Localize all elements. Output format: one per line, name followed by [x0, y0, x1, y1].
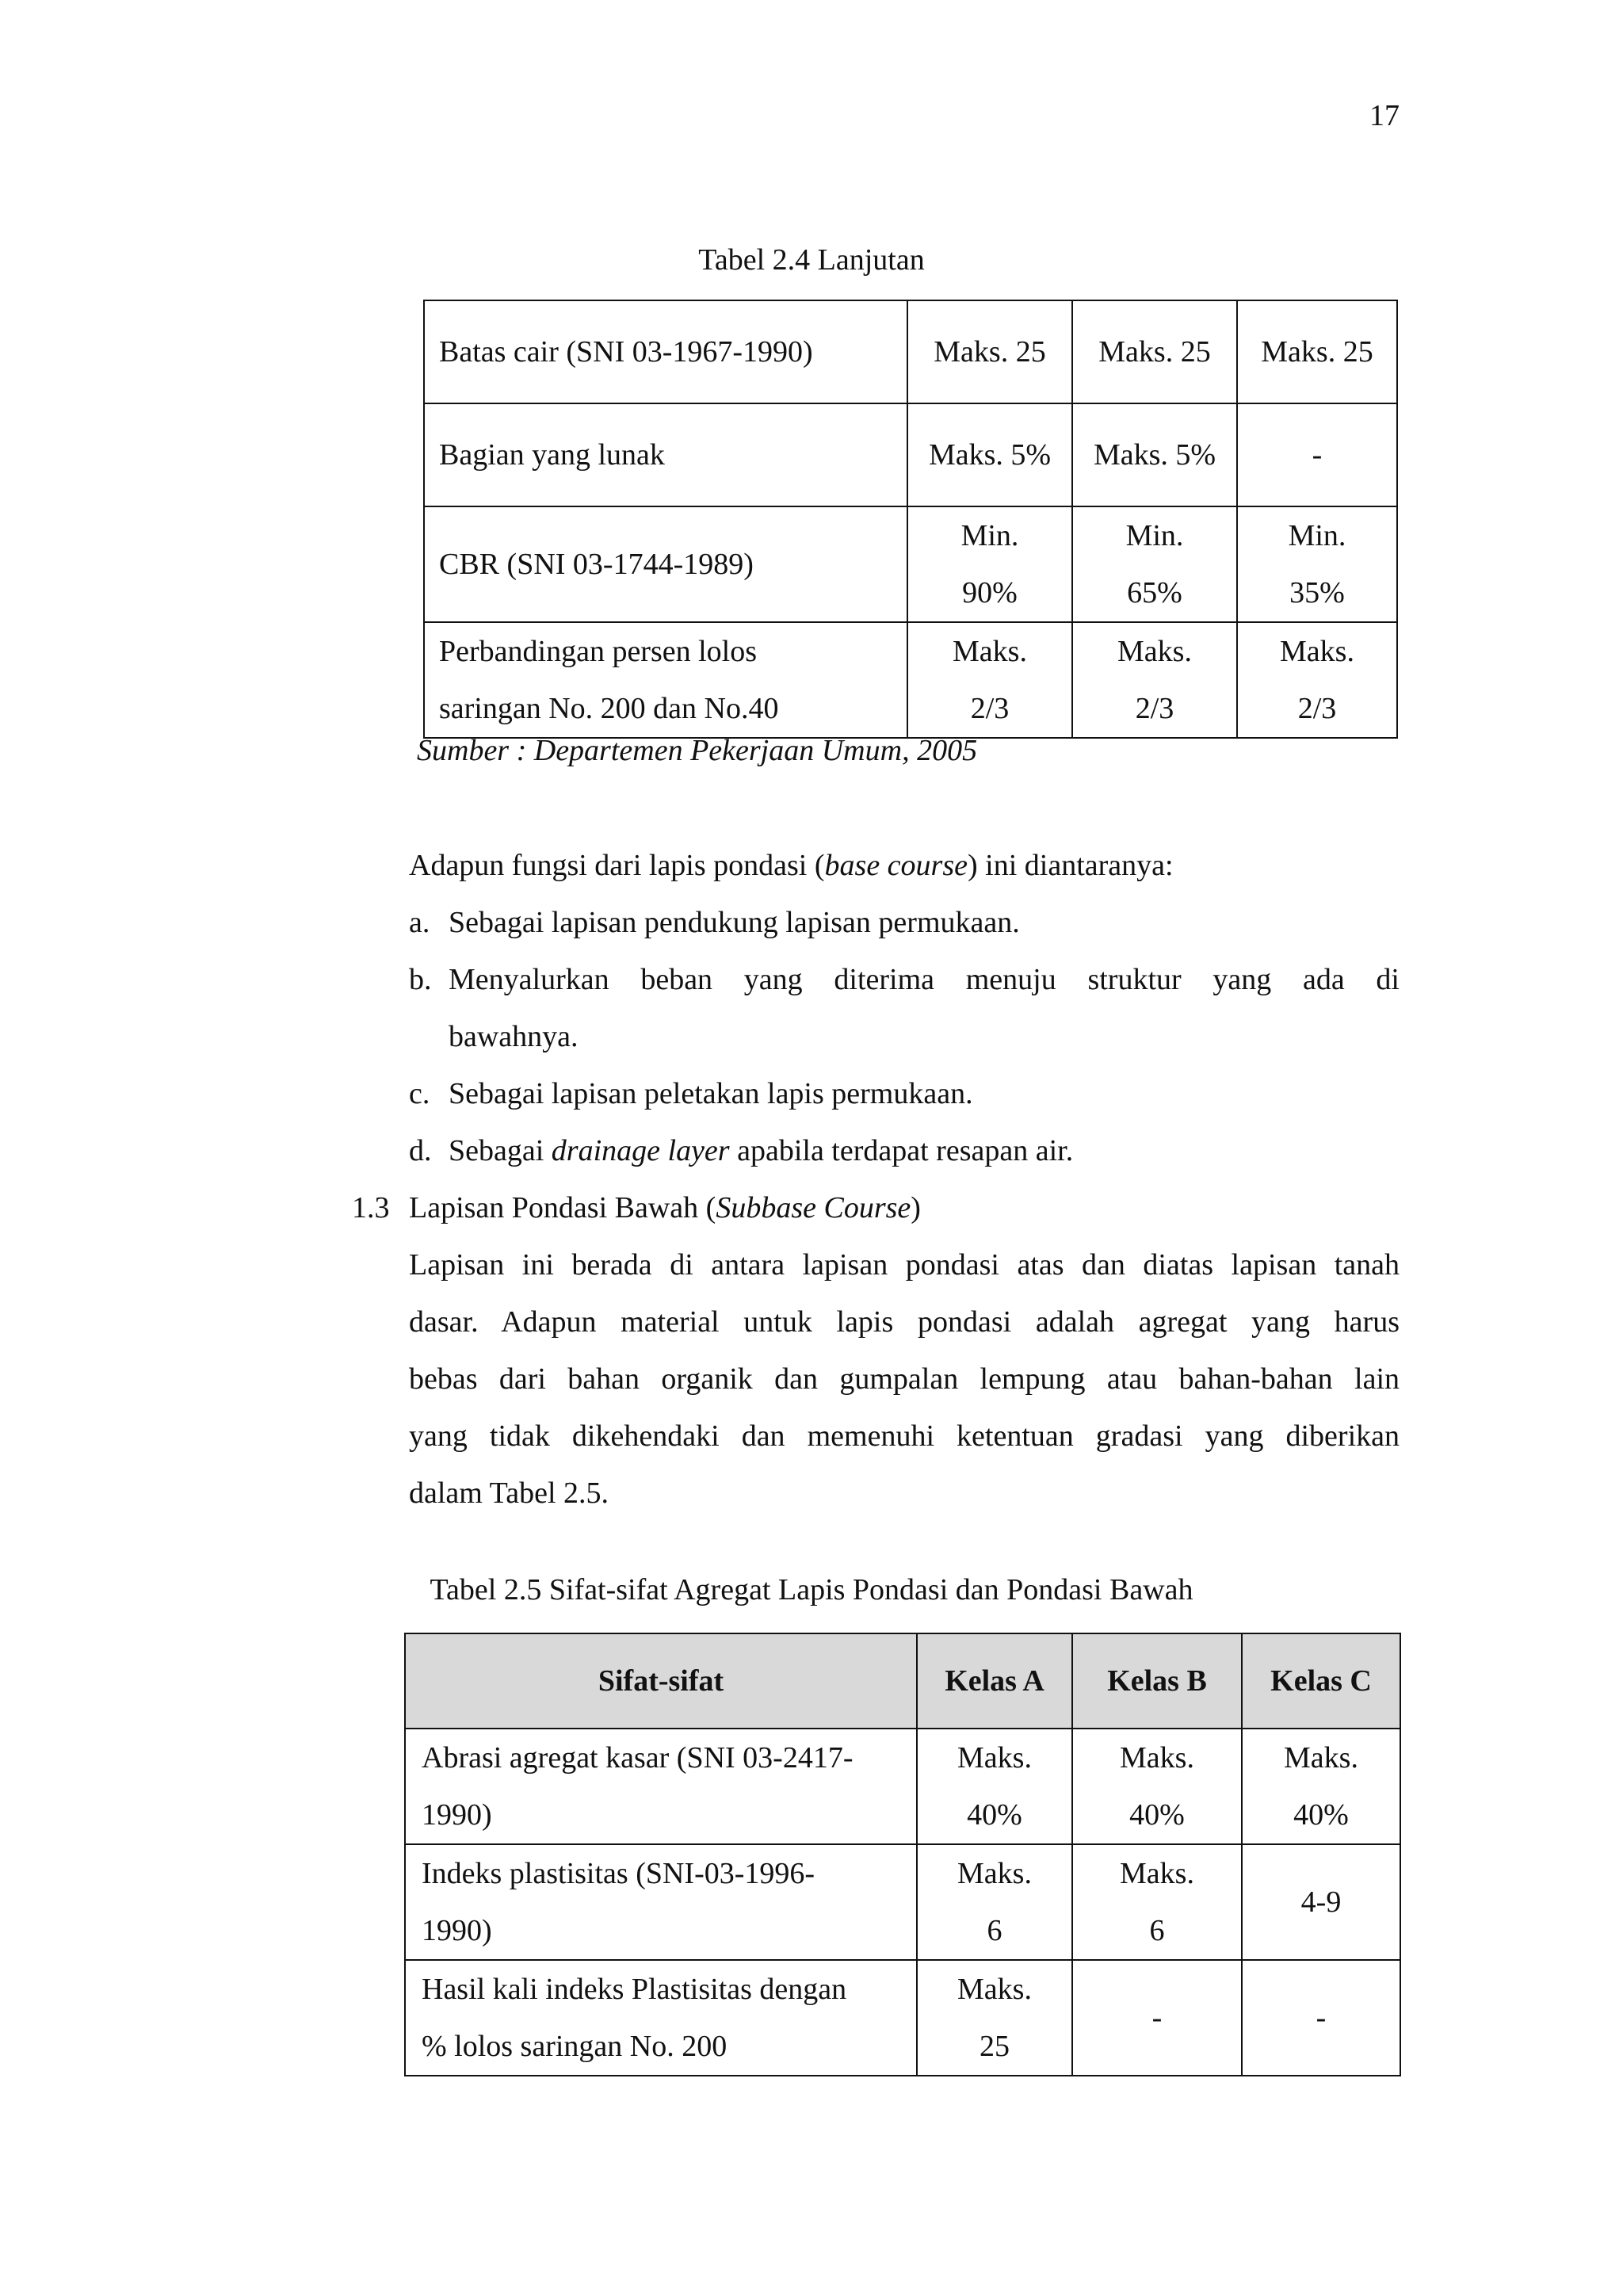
cell-line: 2/3 [970, 692, 1010, 725]
cell-line: Maks. 25 [934, 335, 1046, 369]
table-row [405, 1729, 1400, 1844]
cell-class-b [1072, 1729, 1242, 1844]
cell-line: Maks. [957, 1741, 1032, 1775]
cell-class-a [917, 1844, 1072, 1960]
cell-line: Maks. [1120, 1857, 1194, 1890]
cell-line: Maks. 5% [928, 438, 1052, 472]
cell-line: Min. [1125, 519, 1184, 552]
cell-class-b [1072, 1844, 1242, 1960]
list-item-b-marker: b. [409, 963, 432, 996]
cell-line: Indeks plastisitas (SNI-03-1996- [422, 1857, 815, 1890]
cell-line: - [1151, 2001, 1163, 2034]
paragraph-line-4: yang tidak dikehendaki dan memenuhi ketentuan gradasi yang diberikan [409, 1419, 1400, 1453]
cell-line: Maks. [1120, 1741, 1194, 1775]
cell-line: - [1312, 438, 1323, 472]
cell-line: Perbandingan persen lolos [439, 635, 758, 668]
cell-property [424, 300, 907, 403]
paragraph-line-3: bebas dari bahan organik dan gumpalan lempung atau bahan-bahan lain [409, 1362, 1400, 1396]
cell-line: Maks. [1280, 635, 1354, 668]
list-item-c-marker: c. [409, 1077, 430, 1110]
cell-class-c [1242, 1960, 1400, 2076]
table-row [405, 1960, 1400, 2076]
cell-line: 2/3 [1297, 692, 1337, 725]
page-number: 17 [1369, 99, 1400, 132]
section-heading: Lapisan Pondasi Bawah (Subbase Course) [409, 1191, 921, 1224]
cell-class-a [917, 1729, 1072, 1844]
cell-class-a [917, 1960, 1072, 2076]
cell-line: Maks. 5% [1093, 438, 1216, 472]
list-item-c: Sebagai lapisan peletakan lapis permukaan. [449, 1077, 973, 1110]
cell-class-c [1237, 506, 1397, 622]
term-subbase-course: Subbase Course [716, 1191, 911, 1224]
cell-class-c [1237, 300, 1397, 403]
column-header-class-b: Kelas B [1072, 1633, 1242, 1729]
cell-line: Bagian yang lunak [439, 438, 665, 472]
cell-property [405, 1960, 917, 2076]
cell-line: 40% [1293, 1798, 1349, 1832]
term-base-course: base course [824, 849, 968, 882]
table-2-4 [423, 300, 1398, 739]
paragraph-line-1: Lapisan ini berada di antara lapisan pondasi atas dan diatas lapisan tanah [409, 1248, 1400, 1282]
cell-line: CBR (SNI 03-1744-1989) [439, 548, 754, 581]
list-item-b-line-2: bawahnya. [449, 1020, 579, 1053]
cell-line: % lolos saringan No. 200 [422, 2030, 727, 2063]
cell-property [424, 506, 907, 622]
cell-line: 4-9 [1300, 1885, 1342, 1919]
cell-line: 35% [1289, 576, 1345, 609]
table-row [405, 1844, 1400, 1960]
section-number: 1.3 [352, 1191, 390, 1224]
cell-class-c [1237, 403, 1397, 506]
list-item-b-line-1: Menyalurkan beban yang diterima menuju struktur yang ada di [449, 963, 1400, 996]
cell-class-c [1237, 622, 1397, 738]
cell-line: 6 [987, 1914, 1002, 1947]
table-source-note: Sumber : Departemen Pekerjaan Umum, 2005 [417, 734, 978, 767]
cell-property [405, 1729, 917, 1844]
cell-line: 25 [980, 2030, 1010, 2063]
cell-class-c [1242, 1844, 1400, 1960]
cell-line: 1990) [422, 1914, 492, 1947]
table-2-5-caption: Tabel 2.5 Sifat-sifat Agregat Lapis Pondasi dan Pondasi Bawah [430, 1573, 1193, 1606]
list-item-a-marker: a. [409, 906, 430, 939]
list-item-a: Sebagai lapisan pendukung lapisan permukaan. [449, 906, 1020, 939]
cell-line: 6 [1149, 1914, 1165, 1947]
cell-class-c [1242, 1729, 1400, 1844]
cell-line: Batas cair (SNI 03-1967-1990) [439, 335, 813, 369]
intro-sentence: Adapun fungsi dari lapis pondasi (base course) ini diantaranya: [409, 849, 1174, 882]
cell-line: Maks. [957, 1857, 1032, 1890]
cell-property [405, 1844, 917, 1960]
column-header-class-c: Kelas C [1242, 1633, 1400, 1729]
cell-class-b [1072, 300, 1237, 403]
cell-class-b [1072, 506, 1237, 622]
table-2-5 [404, 1633, 1401, 2076]
cell-property [424, 622, 907, 738]
cell-line: Min. [1288, 519, 1346, 552]
cell-class-b [1072, 622, 1237, 738]
cell-line: Maks. 25 [1261, 335, 1373, 369]
cell-class-a [907, 300, 1072, 403]
cell-line: Abrasi agregat kasar (SNI 03-2417- [422, 1741, 854, 1775]
cell-line: 65% [1127, 576, 1182, 609]
list-item-d: Sebagai drainage layer apabila terdapat resapan air. [449, 1134, 1074, 1167]
cell-line: 90% [962, 576, 1018, 609]
cell-line: 40% [967, 1798, 1022, 1832]
cell-class-a [907, 622, 1072, 738]
column-header-class-a: Kelas A [917, 1633, 1072, 1729]
cell-line: Hasil kali indeks Plastisitas dengan [422, 1973, 847, 2006]
paragraph-line-2: dasar. Adapun material untuk lapis pondasi adalah agregat yang harus [409, 1305, 1400, 1339]
cell-line: 40% [1129, 1798, 1185, 1832]
cell-line: Maks. [1284, 1741, 1358, 1775]
list-item-d-marker: d. [409, 1134, 432, 1167]
cell-line: - [1316, 2001, 1327, 2034]
cell-line: Maks. [957, 1973, 1032, 2006]
cell-line: 1990) [422, 1798, 492, 1832]
cell-line: Maks. [1117, 635, 1192, 668]
cell-line: saringan No. 200 dan No.40 [439, 692, 779, 725]
cell-class-b [1072, 403, 1237, 506]
table-row [424, 403, 1397, 506]
cell-class-a [907, 403, 1072, 506]
cell-property [424, 403, 907, 506]
table-2-4-caption: Tabel 2.4 Lanjutan [698, 243, 925, 277]
cell-line: 2/3 [1135, 692, 1174, 725]
cell-line: Min. [960, 519, 1019, 552]
term-drainage-layer: drainage layer [551, 1134, 730, 1167]
table-row [424, 506, 1397, 622]
column-header-properties: Sifat-sifat [405, 1633, 917, 1729]
paragraph-line-5: dalam Tabel 2.5. [409, 1477, 609, 1510]
table-header-row [405, 1633, 1400, 1729]
cell-class-a [907, 506, 1072, 622]
table-row [424, 622, 1397, 738]
cell-class-b [1072, 1960, 1242, 2076]
cell-line: Maks. 25 [1098, 335, 1211, 369]
cell-line: Maks. [953, 635, 1027, 668]
table-row [424, 300, 1397, 403]
